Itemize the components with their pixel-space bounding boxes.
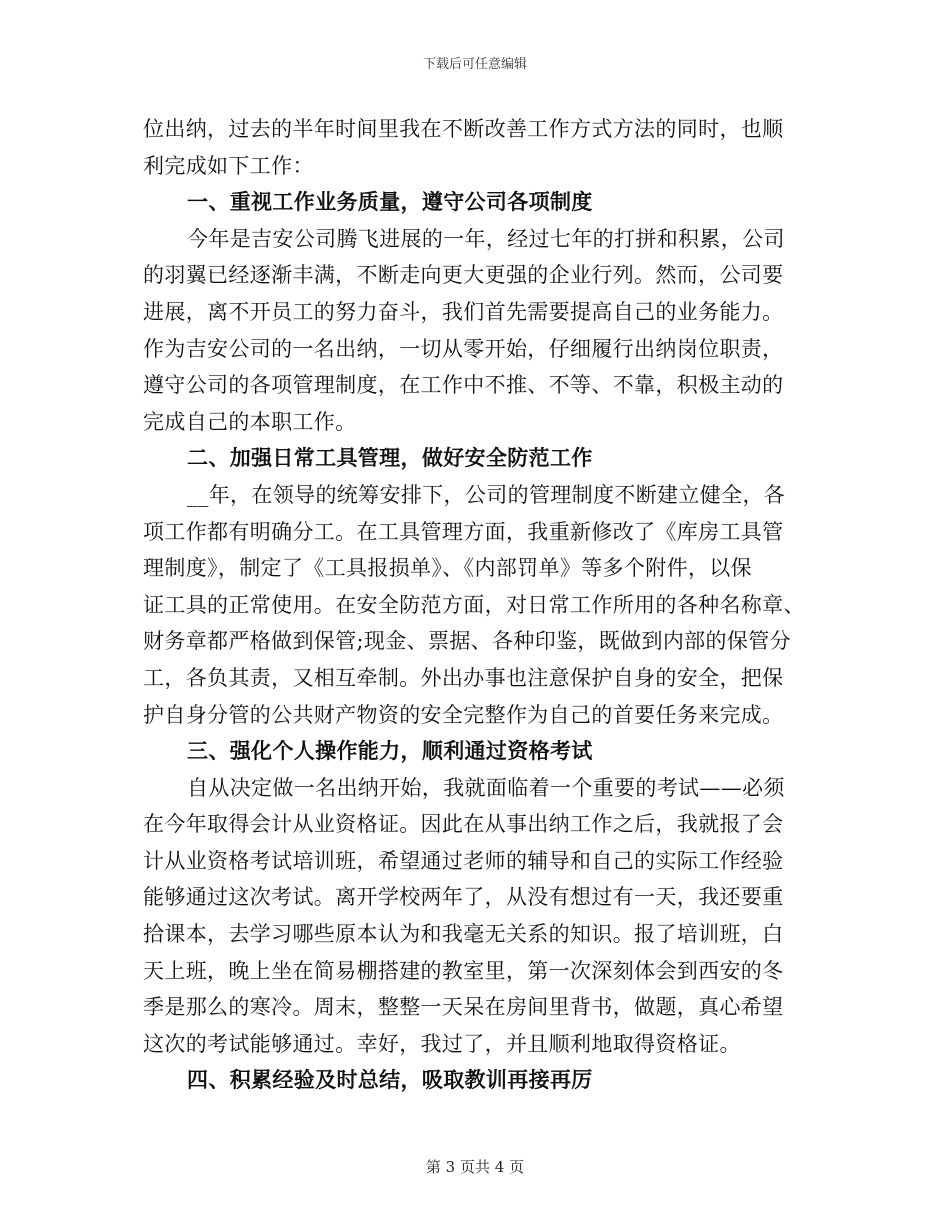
paragraph-line: 的羽翼已经逐渐丰满，不断走向更大更强的企业行列。然而，公司要	[143, 263, 784, 288]
paragraph-line: 季是那么的寒冷。周末，整整一天呆在房间里背书，做题，真心希望	[143, 995, 784, 1020]
paragraph-line: 天上班，晚上坐在简易棚搭建的教室里，第一次深刻体会到西安的冬	[143, 958, 784, 983]
paragraph-line: 今年是吉安公司腾飞进展的一年，经过七年的打拼和积累，公司	[187, 226, 785, 251]
paragraph-line: 财务章都严格做到保管;现金、票据、各种印鉴，既做到内部的保管分	[143, 629, 791, 654]
section-heading: 三、强化个人操作能力，顺利通过资格考试	[187, 738, 593, 764]
paragraph-line: 护自身分管的公共财产物资的安全完整作为自己的首要任务来完成。	[143, 702, 784, 727]
paragraph-line: 利完成如下工作：	[143, 153, 314, 178]
paragraph-line: 作为吉安公司的一名出纳，一切从零开始，仔细履行出纳岗位职责，	[143, 336, 784, 361]
paragraph-line: 理制度》，制定了《工具报损单》、《内部罚单》等多个附件，以保	[143, 556, 752, 581]
page-header: 下载后可任意编辑	[422, 57, 527, 72]
paragraph-line: 完成自己的本职工作。	[143, 409, 357, 434]
paragraph-line: 遵守公司的各项管理制度，在工作中不推、不等、不靠，积极主动的	[143, 373, 784, 398]
paragraph-line: 进展，离不开员工的努力奋斗，我们首先需要提高自己的业务能力。	[143, 299, 784, 324]
paragraph-line: 这次的考试能够通过。幸好，我过了，并且顺利地取得资格证。	[143, 1031, 741, 1056]
paragraph-line: 证工具的正常使用。在安全防范方面，对日常工作所用的各种名称章、	[143, 592, 805, 617]
section-heading: 一、重视工作业务质量，遵守公司各项制度	[187, 189, 593, 215]
paragraph-line: 项工作都有明确分工。在工具管理方面，我重新修改了《库房工具管	[143, 519, 784, 544]
section-heading: 二、加强日常工具管理，做好安全防范工作	[187, 445, 593, 471]
paragraph-line: 能够通过这次考试。离开学校两年了，从没有想过有一天，我还要重	[143, 885, 784, 910]
paragraph-line: __年，在领导的统筹安排下，公司的管理制度不断建立健全，各	[187, 482, 786, 507]
paragraph-line: 自从决定做一名出纳开始，我就面临着一个重要的考试——必须	[187, 775, 785, 800]
paragraph-line: 位出纳，过去的半年时间里我在不断改善工作方式方法的同时，也顺	[143, 117, 784, 141]
paragraph-line: 拾课本，去学习哪些原本认为和我毫无关系的知识。报了培训班，白	[143, 922, 784, 947]
paragraph-line: 工，各负其责，又相互牵制。外出办事也注意保护自身的安全，把保	[143, 665, 784, 690]
paragraph-line: 在今年取得会计从业资格证。因此在从事出纳工作之后，我就报了会	[143, 812, 784, 837]
section-heading: 四、积累经验及时总结，吸取教训再接再厉	[187, 1067, 593, 1093]
page-footer: 第 3 页共 4 页	[425, 1158, 525, 1176]
document-body	[143, 111, 809, 1099]
paragraph-line: 计从业资格考试培训班，希望通过老师的辅导和自己的实际工作经验	[143, 848, 784, 873]
